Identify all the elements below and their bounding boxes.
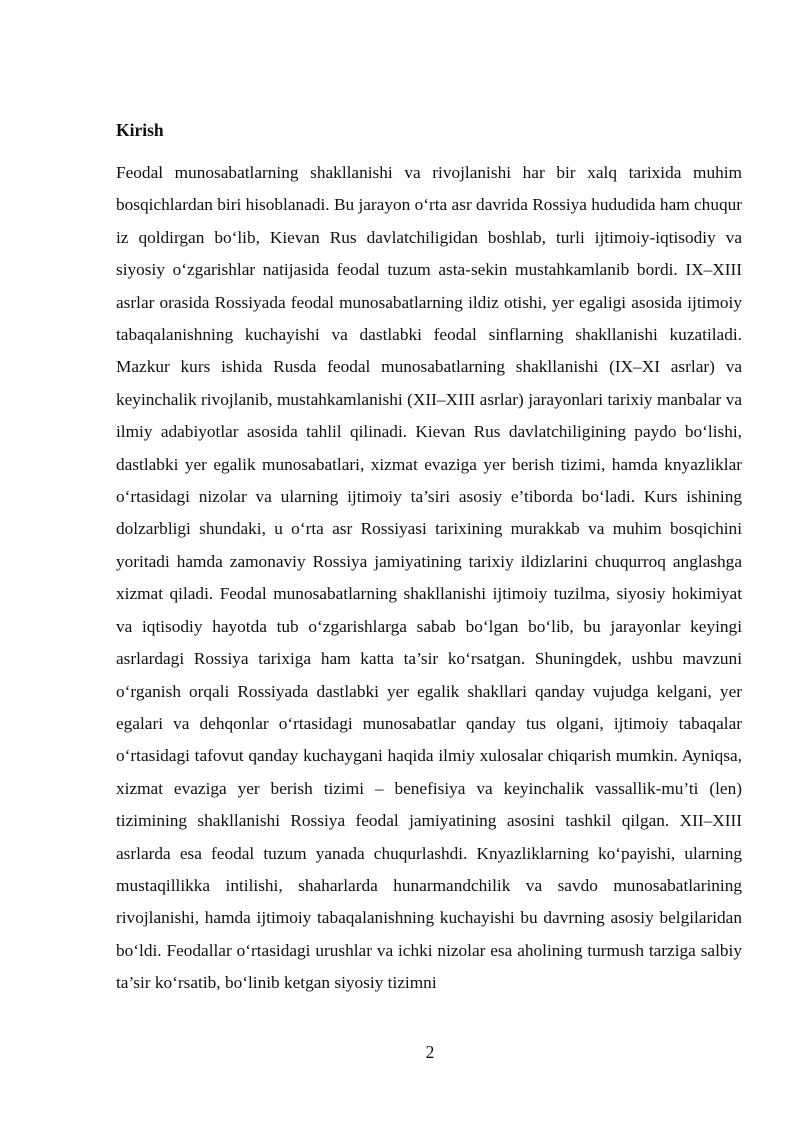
body-paragraph: Feodal munosabatlarning shakllanishi va rivojlanishi har bir xalq tarixida muhim bosqichlardan biri hisoblanadi. Bu jarayon o‘rta asr davrida Rossiya hududida ham chuqur iz qoldirgan bo‘lib, Kievan Rus davlatchiligidan boshlab, turli ijtimoiy-iqtisodiy va siyosiy o‘zgarishlar natijasida feodal tuzum asta-sekin mustahkamlanib bordi. IX–XIII asrlar orasida Rossiyada feodal munosabatlarning ildiz otishi, yer egaligi asosida ijtimoiy tabaqalanishning kuchayishi va dastlabki feodal sinflarning shakllanishi kuzatiladi. Mazkur kurs ishida Rusda feodal munosabatlarning shakllanishi (IX–XI asrlar) va keyinchalik rivojlanib, mustahkamlanishi (XII–XIII asrlar) jarayonlari tarixiy manbalar va ilmiy adabiyotlar asosida tahlil qilinadi. Kievan Rus davlatchiligining paydo bo‘lishi, dastlabki yer egalik munosabatlari, xizmat evaziga yer berish tizimi, hamda knyazliklar o‘rtasidagi nizolar va ularning ijtimoiy ta’siri asosiy e’tiborda bo‘ladi. Kurs ishining dolzarbligi shundaki, u o‘rta asr Rossiyasi tarixining murakkab va muhim bosqichini yoritadi hamda zamonaviy Rossiya jamiyatining tarixiy ildizlarini chuqurroq anglashga xizmat qiladi. Feodal munosabatlarning shakllanishi ijtimoiy tuzilma, siyosiy hokimiyat va iqtisodiy hayotda tub o‘zgarishlarga sabab bo‘lgan bo‘lib, bu jarayonlar keyingi asrlardagi Rossiya tarixiga ham katta ta’sir ko‘rsatgan. Shuningdek, ushbu mavzuni o‘rganish orqali Rossiyada dastlabki yer egalik shakllari qanday vujudga kelgani, yer egalari va dehqonlar o‘rtasidagi munosabatlar qanday tus olgani, ijtimoiy tabaqalar o‘rtasidagi tafovut qanday kuchaygani haqida ilmiy xulosalar chiqarish mumkin. Ayniqsa, xizmat evaziga yer berish tizimi – benefisiya va keyinchalik vassallik-mu’ti (len) tizimining shakllanishi Rossiya feodal jamiyatining asosini tashkil qilgan. XII–XIII asrlarda esa feodal tuzum yanada chuqurlashdi. Knyazliklarning ko‘payishi, ularning mustaqillikka intilishi, shaharlarda hunarmandchilik va savdo munosabatlarining rivojlanishi, hamda ijtimoiy tabaqalanishning kuchayishi bu davrning asosiy belgilaridan bo‘ldi. Feodallar o‘rtasidagi urushlar va ichki nizolar esa aholining turmush tarziga salbiy ta’sir ko‘rsatib, bo‘linib ketgan siyosiy tizimni <box>116 163 742 993</box>
page-number: 2 <box>425 1042 435 1062</box>
section-heading: Kirish <box>116 120 164 140</box>
